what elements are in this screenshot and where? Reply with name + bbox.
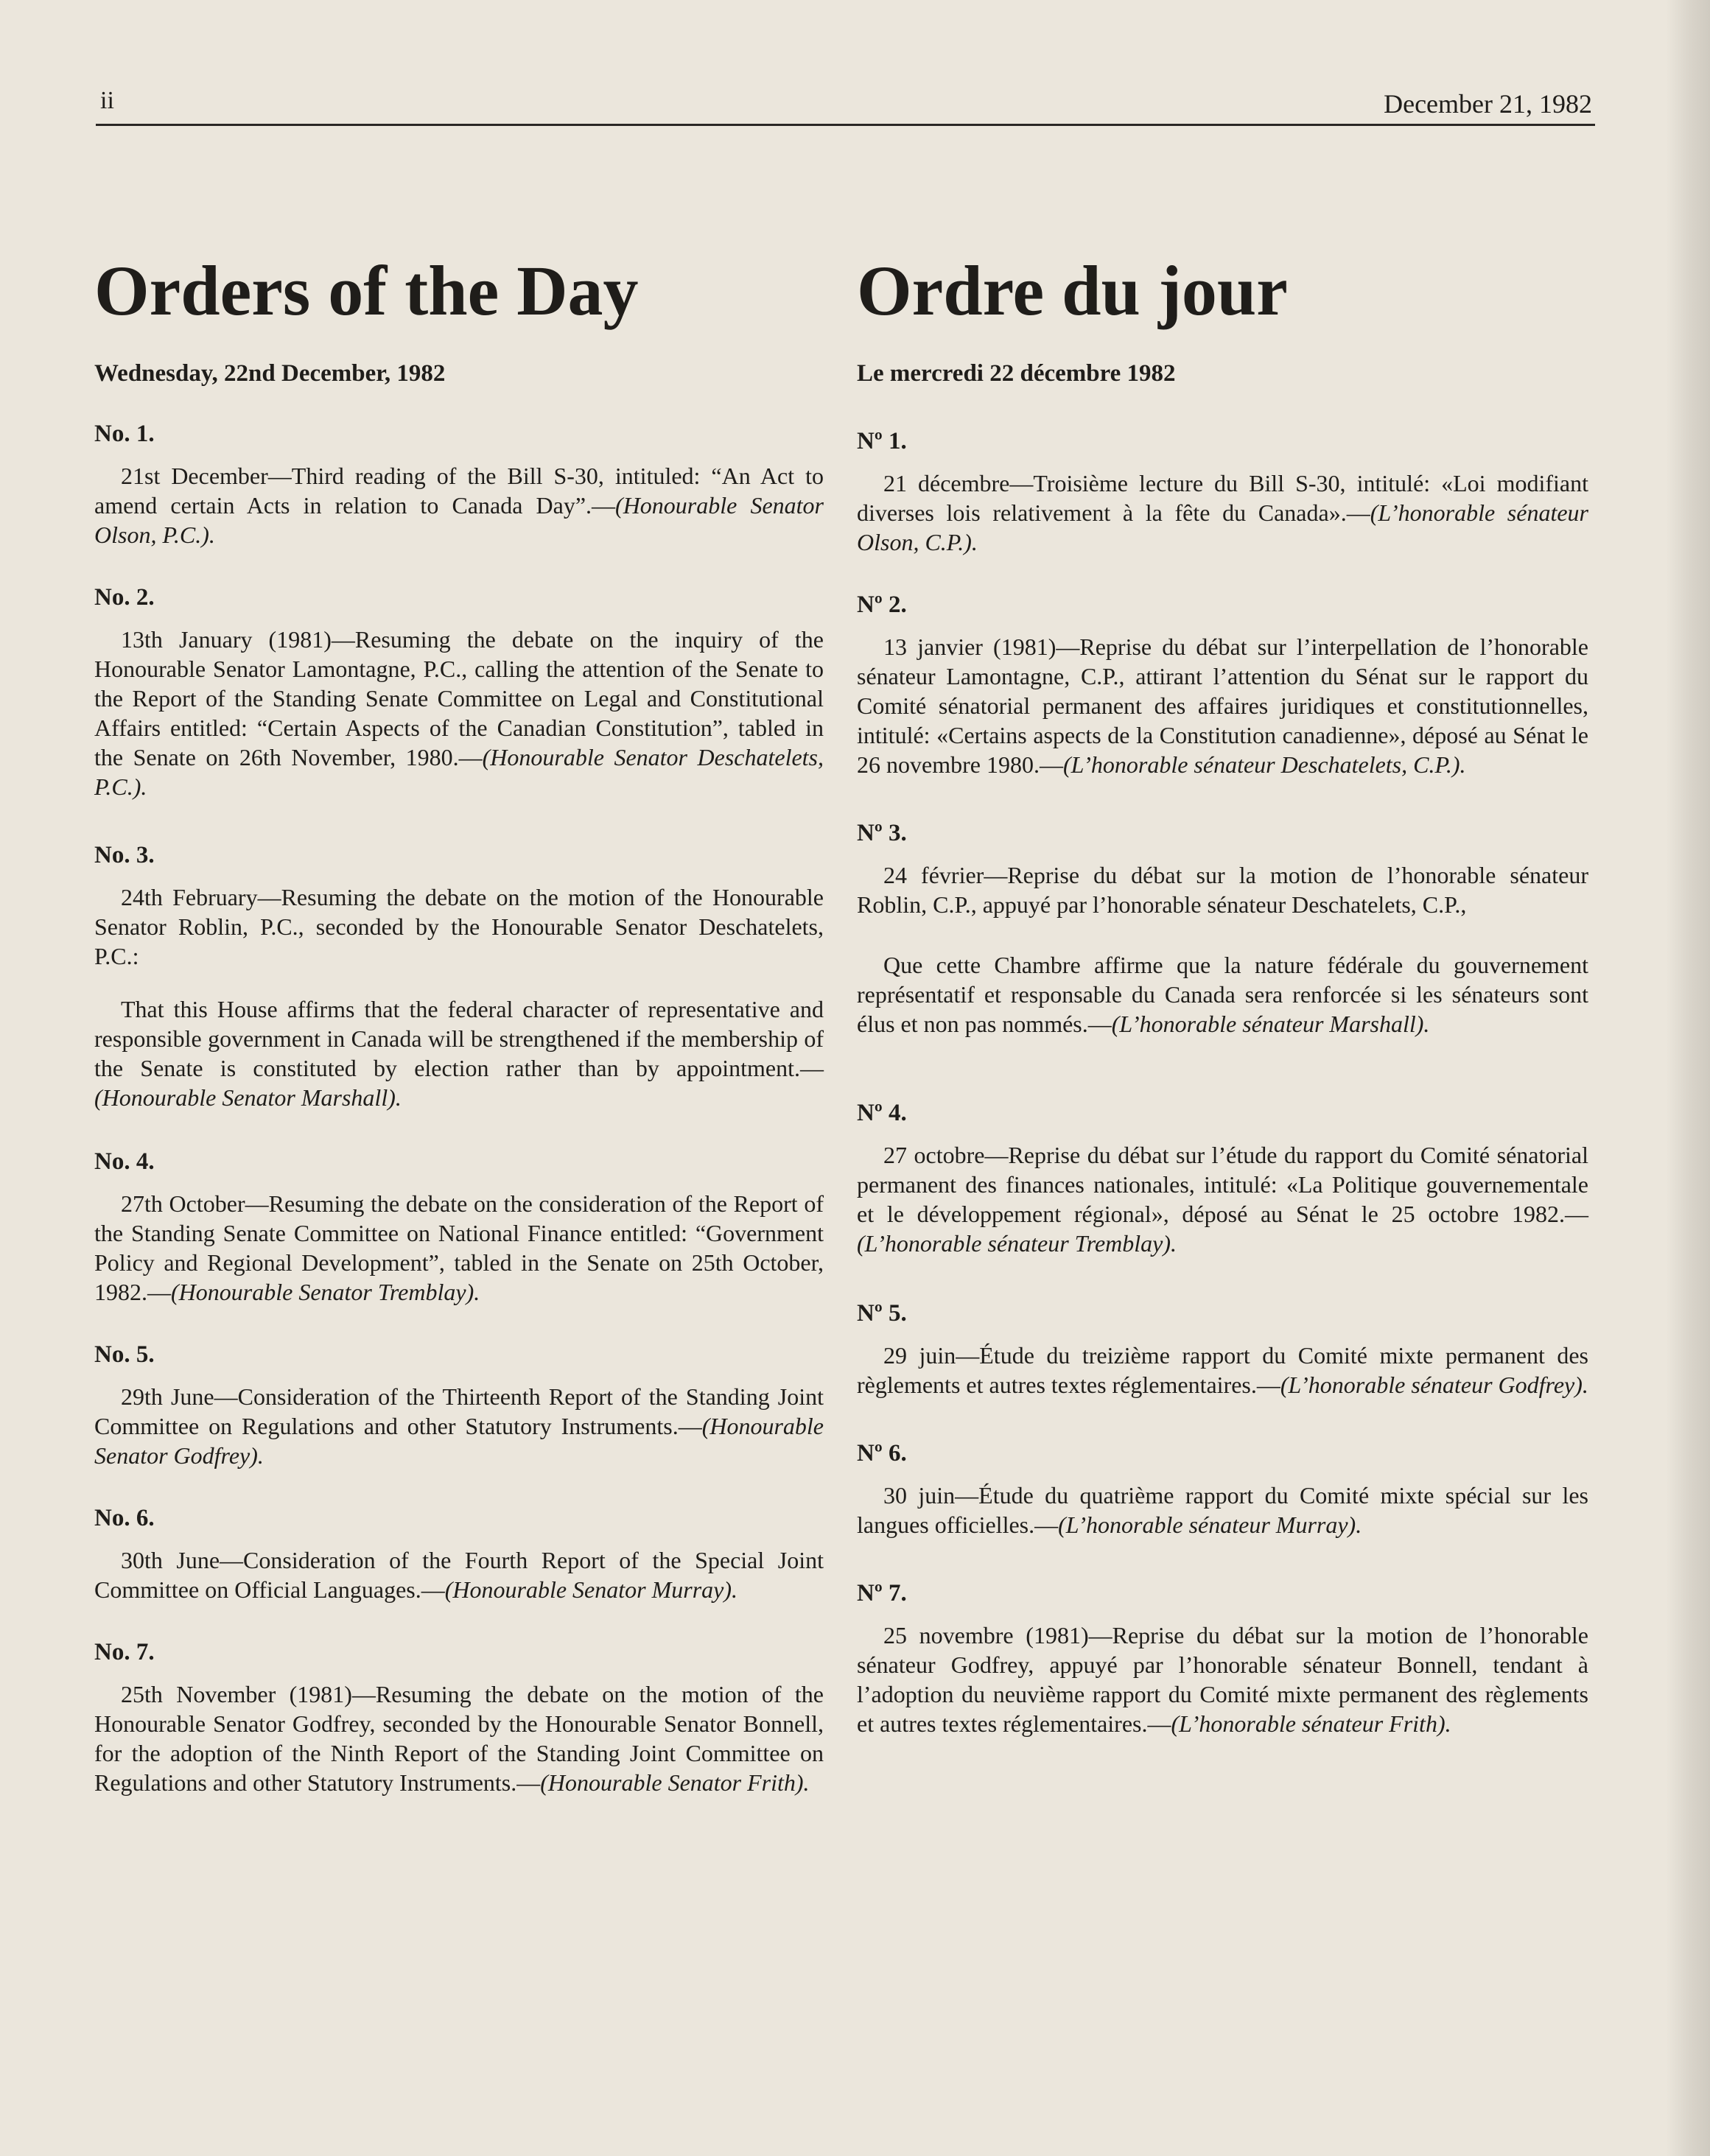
item-number: Nº 7.	[857, 1580, 907, 1607]
item-text: 21st December—Third reading of the Bill S-30, intituled: “An Act to amend certain Acts in relation to Canada Day”.—(Honourable Senator Olson, P.C.).	[94, 463, 824, 548]
item-number: Nº 2.	[857, 591, 907, 618]
date-subtitle-english: Wednesday, 22nd December, 1982	[94, 360, 446, 387]
item-sponsor: (L’honorable sénateur Deschatelets, C.P.).	[1062, 751, 1466, 778]
item-text: 24th February—Resuming the debate on the motion of the Honourable Senator Roblin, P.C., seconded by the Honourable Senator Deschatelets, P.C.:	[94, 884, 824, 969]
page-edge-shadow	[1666, 0, 1710, 2156]
french-column	[857, 250, 1588, 1738]
item-text: 13th January (1981)—Resuming the debate on the inquiry of the Honourable Senator Lamontagne, P.C., calling the attention of the Senate to the Report of the Standing Senate Committee on Legal and Constitutional Affairs entitled: “Certain Aspects of the Canadian Constitution”, tabled in the Senate on 26th November, 1980.—(Honourable Senator Deschatelets, P.C.).	[94, 626, 824, 800]
page-title-english: Orders of the Day	[94, 251, 639, 330]
order-item-5	[857, 1296, 1588, 1400]
order-item-7	[857, 1576, 1588, 1738]
item-text: 21 décembre—Troisième lecture du Bill S-30, intitulé: «Loi modifiant diverses lois relativement à la fête du Canada».—(L’honorable sénateur Olson, C.P.).	[857, 470, 1589, 555]
motion-text: Que cette Chambre affirme que la nature fédérale du gouvernement représentatif et responsable du Canada sera renforcée si les sénateurs sont élus et non pas nommés.—(L’honorable sénateur Marshall).	[857, 952, 1588, 1037]
item-sponsor: (Honourable Senator Deschatelets, P.C.).	[94, 744, 824, 800]
order-item-4	[94, 1145, 824, 1307]
item-number: Nº 3.	[857, 820, 907, 846]
item-number: No. 5.	[94, 1341, 155, 1368]
order-item-3	[94, 838, 824, 1112]
item-sponsor: (Honourable Senator Frith).	[540, 1769, 810, 1796]
order-item-2	[857, 588, 1588, 779]
item-sponsor: (Honourable Senator Murray).	[444, 1576, 738, 1603]
order-item-3	[857, 816, 1588, 1039]
item-text: 30 juin—Étude du quatrième rapport du Comité mixte spécial sur les langues officielles.—(L’honorable sénateur Murray).	[857, 1482, 1588, 1538]
order-item-6	[857, 1436, 1588, 1539]
page-title-french: Ordre du jour	[857, 251, 1288, 330]
item-number: Nº 5.	[857, 1300, 907, 1327]
order-item-1	[857, 424, 1588, 557]
item-number: Nº 4.	[857, 1100, 907, 1126]
header-date: December 21, 1982	[1384, 89, 1592, 119]
motion-text: That this House affirms that the federal character of representative and responsible government in Canada will be strengthened if the membership of the Senate is constituted by election rather than by appointment.—(Honourable Senator Marshall).	[94, 996, 824, 1111]
item-sponsor: (L’honorable sénateur Marshall).	[1111, 1011, 1430, 1037]
item-sponsor: (L’honorable sénateur Tremblay).	[857, 1230, 1177, 1257]
order-item-4	[857, 1096, 1588, 1258]
page-number: ii	[100, 87, 114, 114]
item-sponsor: (Honourable Senator Tremblay).	[171, 1279, 480, 1305]
item-text: 25th November (1981)—Resuming the debate on the motion of the Honourable Senator Godfrey, seconded by the Honourable Senator Bonnell, for the adoption of the Ninth Report of the Standing Joint Committee on Regulations and other Statutory Instruments.—(Honourable Senator Frith).	[94, 1681, 824, 1796]
order-item-6	[94, 1501, 824, 1604]
item-number: No. 6.	[94, 1505, 155, 1531]
item-text: 27th October—Resuming the debate on the consideration of the Report of the Standing Senate Committee on National Finance entitled: “Government Policy and Regional Development”, tabled in the Senate on 25th October, 1982.—(Honourable Senator Tremblay).	[94, 1190, 824, 1305]
item-number: Nº 1.	[857, 428, 907, 454]
item-sponsor: (Honourable Senator Olson, P.C.).	[94, 492, 824, 548]
order-item-1	[94, 417, 824, 549]
item-sponsor: (L’honorable sénateur Frith).	[1171, 1710, 1451, 1737]
date-subtitle-french: Le mercredi 22 décembre 1982	[857, 360, 1176, 387]
item-number: No. 2.	[94, 584, 155, 611]
item-number: No. 1.	[94, 421, 155, 447]
item-sponsor: (Honourable Senator Marshall).	[94, 1084, 402, 1111]
item-number: No. 7.	[94, 1639, 155, 1665]
item-text: 13 janvier (1981)—Reprise du débat sur l’interpellation de l’honorable sénateur Lamontagne, C.P., attirant l’attention du Sénat sur le rapport du Comité sénatorial permanent des affaires juridiques et constitutionnelles, intitulé: «Certains aspects de la Constitution canadienne», déposé au Sénat le 26 novembre 1980.—(L’honorable sénateur Deschatelets, C.P.).	[857, 633, 1588, 778]
item-sponsor: (L’honorable sénateur Godfrey).	[1280, 1372, 1588, 1398]
item-sponsor: (L’honorable sénateur Olson, C.P.).	[857, 499, 1589, 555]
item-text: 25 novembre (1981)—Reprise du débat sur la motion de l’honorable sénateur Godfrey, appuyé par l’honorable sénateur Bonnell, tendant à l’adoption du neuvième rapport du Comité mixte permanent des règlements et autres textes réglementaires.—(L’honorable sénateur Frith).	[857, 1622, 1588, 1737]
item-sponsor: (Honourable Senator Godfrey).	[94, 1413, 824, 1469]
item-number: No. 3.	[94, 842, 155, 868]
running-header	[96, 81, 1595, 126]
item-text: 27 octobre—Reprise du débat sur l’étude du rapport du Comité sénatorial permanent des finances nationales, intitulé: «La Politique gouvernementale et le développement régional», déposé au Sénat le 25 octobre 1982.—(L’honorable sénateur Tremblay).	[857, 1142, 1588, 1257]
item-text: 29 juin—Étude du treizième rapport du Comité mixte permanent des règlements et autres textes réglementaires.—(L’honorable sénateur Godfrey).	[857, 1342, 1588, 1398]
item-sponsor: (L’honorable sénateur Murray).	[1058, 1511, 1362, 1538]
order-item-5	[94, 1338, 824, 1470]
item-text: 30th June—Consideration of the Fourth Report of the Special Joint Committee on Official Languages.—(Honourable Senator Murray).	[94, 1547, 824, 1603]
item-number: No. 4.	[94, 1148, 155, 1175]
order-item-2	[94, 580, 824, 801]
english-column	[94, 250, 824, 1797]
order-item-7	[94, 1635, 824, 1797]
item-text: 29th June—Consideration of the Thirteenth Report of the Standing Joint Committee on Regulations and other Statutory Instruments.—(Honourable Senator Godfrey).	[94, 1383, 824, 1469]
item-number: Nº 6.	[857, 1440, 907, 1467]
item-text: 24 février—Reprise du débat sur la motion de l’honorable sénateur Roblin, C.P., appuyé par l’honorable sénateur Deschatelets, C.P.,	[857, 862, 1588, 918]
